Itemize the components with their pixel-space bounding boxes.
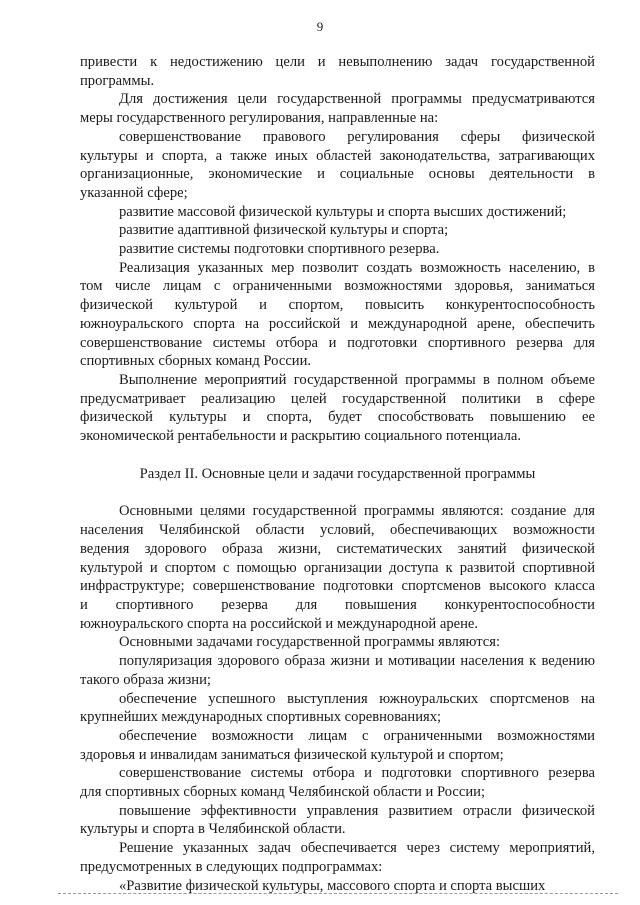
paragraph-line: том числе лицам с ограниченными возможностями здоровья, заниматься [80,278,595,295]
paragraph-line: Основными целями государственной программы являются: создание для [119,503,595,520]
paragraph-line: и спортивного резерва для повышения конкурентоспособности [80,596,595,613]
paragraph-line: экономической рентабельности и раскрытию социального потенциала. [80,428,522,445]
section-heading: Раздел II. Основные цели и задачи государственной программы [139,465,536,482]
paragraph-line: совершенствование системы отбора и подготовки спортивного резерва для [80,334,595,351]
paragraphs-after-heading [80,502,595,895]
paragraph-line: культуры и спорта, а также иных областей законодательства, затрагивающих [80,147,595,164]
paragraphs-before-heading [80,53,595,446]
paragraph-line: для спортивных сборных команд Челябинской области и России; [80,784,486,801]
paragraph-line: такого образа жизни; [80,671,211,688]
paragraph-line: Выполнение мероприятий государственной программы в полном объеме [119,371,595,388]
paragraph-line: совершенствование правового регулирования сферы физической [119,128,595,145]
paragraph-line: обеспечение возможности лицам с ограниченными возможностями [119,727,595,744]
paragraph-line: «Развитие физической культуры, массового спорта и спорта высших [119,877,546,894]
paragraph-line: развитие массовой физической культуры и спорта высших достижений; [119,203,567,220]
paragraph-line: инфраструктуре; совершенствование подготовки спортсменов высокого класса [80,578,595,595]
paragraph-line: здоровья и инвалидам заниматься физической культурой и спортом; [80,746,504,763]
paragraph-line: населения Челябинской области условий, обеспечивающих возможности [80,522,595,539]
paragraph-line: развитие системы подготовки спортивного резерва. [119,241,440,258]
paragraph-line: Для достижения цели государственной программы предусматриваются [119,91,595,108]
page-number: 9 [316,19,324,34]
paragraph-line: южноуральского спорта на российской и международной арене. [80,615,479,632]
paragraph-line: повышение эффективности управления развитием отрасли физической [119,802,595,819]
document-body [80,53,595,895]
paragraph-line: Основными задачами государственной программы являются: [119,634,501,651]
paragraph-line: спортивных сборных команд России. [80,353,312,370]
paragraph-line: культурой и спортом с помощью организации доступа к развитой спортивной [80,559,595,576]
paragraph-line: Решение указанных задач обеспечивается через систему мероприятий, [119,840,595,857]
paragraph-line: крупнейших международных спортивных соревнованиях; [80,709,442,726]
paragraph-line: развитие адаптивной физической культуры и спорта; [119,222,449,239]
paragraph-line: популяризация здорового образа жизни и мотивации населения к ведению [119,653,595,670]
paragraph-line: южноуральского спорта на российской и международной арене, обеспечить [80,315,595,332]
paragraph-line: предусмотренных в следующих подпрограммах: [80,858,383,875]
paragraph-line: физической культуры и спорта, будет способствовать повышению ее [80,409,595,426]
paragraph-line: культуры и спорта в Челябинской области. [80,821,346,838]
paragraph-line: привести к недостижению цели и невыполнению задач государственной [80,54,595,70]
paragraph-line: совершенствование системы отбора и подготовки спортивного резерва [119,765,595,782]
paragraph-line: Реализация указанных мер позволит создать возможность населению, в [119,259,595,276]
scan-bottom-edge [58,893,618,894]
paragraph-line: предусматривает реализацию целей государственной политики в сфере [80,390,595,407]
paragraph-line: программы. [80,72,155,89]
paragraph-line: организационные, экономические и социальные основы деятельности в [80,166,595,183]
paragraph-line: ведения здорового образа жизни, систематических занятий физической [80,540,595,557]
paragraph-line: меры государственного регулирования, направленные на: [80,110,439,127]
paragraph-line: обеспечение успешного выступления южноуральских спортсменов на [119,690,595,707]
paragraph-line: физической культурой и спортом, повысить конкурентоспособность [80,297,595,314]
paragraph-line: указанной сфере; [80,184,188,201]
